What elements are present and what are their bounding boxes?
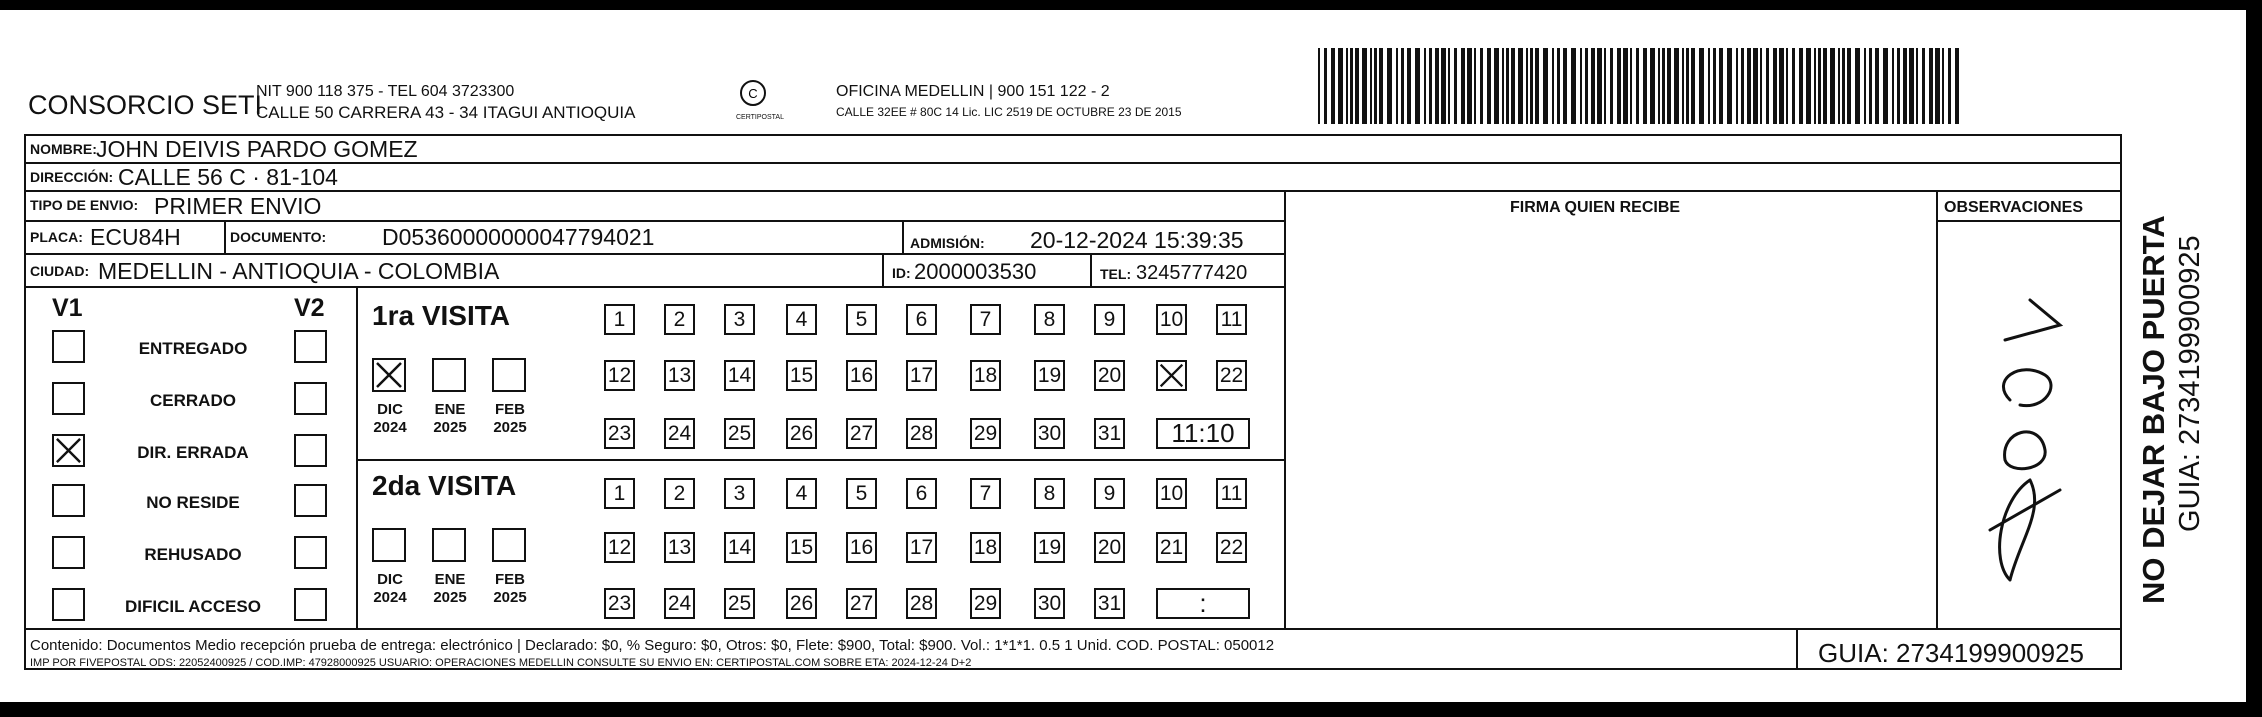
barcode-bar [1948, 48, 1951, 124]
nombre-value: JOHN DEIVIS PARDO GOMEZ [96, 136, 418, 162]
footer-content-line: Contenido: Documentos Medio recepción prueba de entrega: electrónico | Declarado: $0, % Seguro: $0, Otros: $0, Flete: $900, Total: $900. Vol.: 1*1*1. 0.5 1 Unid. COD. POSTAL: 050012 [30, 637, 1275, 654]
rule [1936, 190, 1938, 630]
day-box: 2 [664, 304, 695, 335]
barcode-bar [1591, 48, 1595, 124]
barcode-bar [1454, 48, 1457, 124]
id-label: ID: [892, 265, 911, 281]
year-label: 2025 [493, 589, 527, 606]
barcode-bar [1557, 48, 1560, 124]
year-label: 2025 [433, 419, 467, 436]
day-box: 27 [846, 418, 877, 449]
barcode-bar [1467, 48, 1472, 124]
month-label: DIC [377, 571, 403, 588]
day-box: 24 [664, 418, 695, 449]
barcode-bar [1727, 48, 1732, 124]
rule [356, 459, 1286, 461]
year-label: 2024 [373, 419, 407, 436]
barcode-bar [1494, 48, 1499, 124]
day-box: 9 [1094, 304, 1125, 335]
day-box: 5 [846, 304, 877, 335]
v1-checkbox [52, 330, 85, 363]
barcode-bar [1415, 48, 1420, 124]
v2-checkbox [294, 434, 327, 467]
day-box: 15 [786, 532, 817, 563]
day-box: 30 [1034, 418, 1065, 449]
day-box: 21 [1156, 532, 1187, 563]
day-box: 1 [604, 478, 635, 509]
day-box: 24 [664, 588, 695, 619]
day-box: 14 [724, 532, 755, 563]
day-box: 18 [970, 532, 1001, 563]
day-box: 17 [906, 532, 937, 563]
month-checkbox [372, 358, 406, 392]
year-label: 2025 [433, 589, 467, 606]
day-box: 10 [1156, 478, 1187, 509]
barcode-bar [1855, 48, 1860, 124]
company-nit: NIT 900 118 375 - TEL 604 3723300 [256, 83, 515, 100]
rule [24, 628, 2122, 630]
barcode-bar [1502, 48, 1504, 124]
barcode-bar [1736, 48, 1738, 124]
barcode-bar [1883, 48, 1888, 124]
v1-checkbox [52, 536, 85, 569]
rule [882, 253, 884, 287]
day-box [1156, 360, 1187, 391]
day-box: 7 [970, 304, 1001, 335]
barcode-bar [1897, 48, 1900, 124]
day-box: 4 [786, 478, 817, 509]
observaciones-label: OBSERVACIONES [1944, 199, 2083, 216]
company-name: CONSORCIO SETI [28, 90, 263, 120]
rule [1090, 253, 1092, 287]
barcode-bar [1487, 48, 1491, 124]
barcode-bar [1518, 48, 1523, 124]
barcode-bar [1674, 48, 1679, 124]
barcode-bar [1773, 48, 1777, 124]
day-box: 2 [664, 478, 695, 509]
day-box: 16 [846, 532, 877, 563]
tel-label: TEL: [1100, 266, 1132, 282]
rule [1796, 628, 1798, 670]
day-box: 8 [1034, 478, 1065, 509]
barcode-bar [1346, 48, 1348, 124]
day-box: 29 [970, 588, 1001, 619]
placa-label: PLACA: [30, 229, 83, 245]
month-label: DIC [377, 401, 403, 418]
direccion-value: CALLE 56 C · 81-104 [118, 164, 338, 190]
documento-value: D05360000000047794021 [382, 224, 655, 250]
barcode-bar [1448, 48, 1450, 124]
barcode-bar [1480, 48, 1483, 124]
barcode-bar [1597, 48, 1602, 124]
day-box: 17 [906, 360, 937, 391]
barcode-bar [1387, 48, 1392, 124]
v1-checkbox [52, 588, 85, 621]
barcode-bar [1658, 48, 1660, 124]
x-mark-icon [54, 436, 83, 465]
day-box: 23 [604, 418, 635, 449]
barcode-bar [1662, 48, 1665, 124]
day-box: 13 [664, 532, 695, 563]
barcode-bar [1955, 48, 1959, 124]
day-box: 26 [786, 418, 817, 449]
certipostal-logo-text: CERTIPOSTAL [736, 114, 784, 121]
month-checkbox [432, 528, 466, 562]
barcode-bar [1585, 48, 1588, 124]
rule [24, 253, 1284, 255]
tipo-envio-value: PRIMER ENVIO [154, 193, 322, 219]
month-checkbox [372, 528, 406, 562]
barcode-bar [1786, 48, 1788, 124]
rule [224, 220, 226, 254]
barcode-bar [1401, 48, 1404, 124]
barcode-bar [1379, 48, 1383, 124]
tel-value: 3245777420 [1136, 262, 1248, 284]
barcode-bar [1535, 48, 1539, 124]
barcode-bar [1630, 48, 1632, 124]
barcode-bar [1864, 48, 1866, 124]
barcode-bar [1814, 48, 1816, 124]
direccion-label: DIRECCIÓN: [30, 169, 114, 185]
rule [1284, 190, 1286, 630]
day-box: 4 [786, 304, 817, 335]
v1-checkbox [52, 484, 85, 517]
month-label: ENE [434, 571, 466, 588]
v1-checkbox [52, 382, 85, 415]
status-label: DIR. ERRADA [137, 443, 249, 462]
admision-label: ADMISIÓN: [910, 235, 985, 251]
barcode-bar [1766, 48, 1769, 124]
barcode-bar [1916, 48, 1918, 124]
day-box: 11 [1216, 304, 1247, 335]
month-label: ENE [434, 401, 466, 418]
barcode-bar [1571, 48, 1576, 124]
day-box: 31 [1094, 588, 1125, 619]
day-box: 3 [724, 304, 755, 335]
barcode-bar [1779, 48, 1784, 124]
barcode-bar [1753, 48, 1758, 124]
x-mark-icon [1158, 362, 1185, 389]
firma-label: FIRMA QUIEN RECIBE [1510, 199, 1681, 216]
year-label: 2024 [373, 589, 407, 606]
visit1-title: 1ra VISITA [372, 300, 510, 331]
barcode-bar [1922, 48, 1925, 124]
barcode-bar [1636, 48, 1639, 124]
barcode-bar [1806, 48, 1811, 124]
v2-checkbox [294, 382, 327, 415]
barcode-bar [1374, 48, 1377, 124]
visit2-title: 2da VISITA [372, 470, 517, 501]
barcode-bar [1823, 48, 1827, 124]
barcode-bar [1543, 48, 1548, 124]
barcode-bar [1830, 48, 1835, 124]
barcode-bar [1892, 48, 1894, 124]
day-box: 19 [1034, 532, 1065, 563]
placa-value: ECU84H [90, 224, 181, 250]
barcode-bar [1610, 48, 1613, 124]
day-box: 20 [1094, 532, 1125, 563]
v2-checkbox [294, 588, 327, 621]
month-label: FEB [495, 571, 525, 588]
barcode-bar [1396, 48, 1398, 124]
day-box: 28 [906, 418, 937, 449]
barcode-bar [1942, 48, 1944, 124]
day-box: 14 [724, 360, 755, 391]
svg-text:C: C [748, 86, 758, 101]
barcode-bar [1708, 48, 1710, 124]
barcode-bar [1338, 48, 1343, 124]
day-box: 9 [1094, 478, 1125, 509]
barcode-bar [1682, 48, 1684, 124]
barcode-bar [1929, 48, 1933, 124]
barcode-bar [1650, 48, 1655, 124]
barcode-bar [1604, 48, 1606, 124]
barcode-bar [1875, 48, 1879, 124]
barcode-bar [1424, 48, 1426, 124]
admision-value: 20-12-2024 15:39:35 [1030, 227, 1244, 253]
barcode-bar [1713, 48, 1716, 124]
v2-checkbox [294, 484, 327, 517]
day-box: 1 [604, 304, 635, 335]
tipo-envio-label: TIPO DE ENVIO: [30, 197, 139, 213]
barcode-bar [1741, 48, 1744, 124]
day-box: 28 [906, 588, 937, 619]
barcode-bar [1747, 48, 1751, 124]
day-box: 29 [970, 418, 1001, 449]
barcode-bar [1935, 48, 1940, 124]
barcode-bar [1691, 48, 1695, 124]
day-box: 22 [1216, 532, 1247, 563]
barcode-bar [1869, 48, 1872, 124]
barcode-bar [1563, 48, 1567, 124]
documento-label: DOCUMENTO: [230, 229, 327, 245]
barcode-bar [1552, 48, 1554, 124]
footer-guia: GUIA: 2734199900925 [1818, 638, 2084, 668]
barcode-bar [1699, 48, 1704, 124]
id-value: 2000003530 [914, 259, 1037, 284]
year-label: 2025 [493, 419, 527, 436]
footer-impression-line: IMP POR FIVEPOSTAL ODS: 22052400925 / COD.IMP: 47928000925 USUARIO: OPERACIONES MEDELLIN CONSULTE SU ENVIO EN: CERTIPOSTAL.COM SOBRE ETA: 2024-12-24 D+2 [30, 657, 972, 669]
rule [24, 286, 1284, 288]
day-box: 18 [970, 360, 1001, 391]
barcode-bar [1847, 48, 1851, 124]
barcode-bar [1506, 48, 1509, 124]
barcode-bar [1435, 48, 1439, 124]
day-box: 22 [1216, 360, 1247, 391]
barcode-bar [1429, 48, 1432, 124]
right-border [2246, 0, 2262, 717]
day-box: 6 [906, 478, 937, 509]
barcode-bar [1903, 48, 1907, 124]
barcode [1318, 48, 1962, 124]
day-box: 8 [1034, 304, 1065, 335]
day-box: 25 [724, 588, 755, 619]
company-address: CALLE 50 CARRERA 43 - 34 ITAGUI ANTIOQUIA [256, 103, 636, 122]
rule [1936, 220, 2122, 222]
barcode-bar [1838, 48, 1840, 124]
status-label: CERRADO [150, 391, 236, 410]
v2-checkbox [294, 536, 327, 569]
rule [24, 220, 1284, 222]
day-box: 12 [604, 360, 635, 391]
v2-label: V2 [294, 294, 325, 322]
barcode-bar [1792, 48, 1795, 124]
barcode-bar [1842, 48, 1845, 124]
day-box: 6 [906, 304, 937, 335]
nombre-label: NOMBRE: [30, 141, 97, 157]
barcode-bar [1530, 48, 1533, 124]
bottom-border [0, 702, 2262, 717]
time-box: 11:10 [1156, 418, 1250, 449]
rule [24, 162, 2122, 164]
month-checkbox [492, 358, 526, 392]
barcode-bar [1407, 48, 1411, 124]
barcode-bar [1362, 48, 1367, 124]
day-box: 5 [846, 478, 877, 509]
barcode-bar [1617, 48, 1621, 124]
month-label: FEB [495, 401, 525, 418]
barcode-bar [1667, 48, 1671, 124]
barcode-bar [1474, 48, 1476, 124]
v1-checkbox [52, 434, 85, 467]
day-box: 26 [786, 588, 817, 619]
barcode-bar [1331, 48, 1335, 124]
office-address: CALLE 32EE # 80C 14 Lic. LIC 2519 DE OCTUBRE 23 DE 2015 [836, 105, 1182, 119]
barcode-bar [1719, 48, 1723, 124]
barcode-bar [1686, 48, 1689, 124]
status-label: ENTREGADO [138, 339, 248, 358]
status-label: NO RESIDE [146, 493, 240, 512]
v2-checkbox [294, 330, 327, 363]
barcode-bar [1643, 48, 1647, 124]
time-box: : [1156, 588, 1250, 619]
day-box: 3 [724, 478, 755, 509]
month-checkbox [432, 358, 466, 392]
ciudad-value: MEDELLIN - ANTIOQUIA - COLOMBIA [98, 258, 500, 284]
day-box: 30 [1034, 588, 1065, 619]
barcode-bar [1324, 48, 1327, 124]
day-box: 20 [1094, 360, 1125, 391]
barcode-bar [1350, 48, 1353, 124]
status-label: DIFICIL ACCESO [124, 597, 261, 616]
day-box: 25 [724, 418, 755, 449]
side-guia: GUIA: 2734199900925 [2174, 235, 2206, 532]
barcode-bar [1818, 48, 1821, 124]
day-box: 13 [664, 360, 695, 391]
month-checkbox [492, 528, 526, 562]
barcode-bar [1580, 48, 1582, 124]
barcode-bar [1355, 48, 1359, 124]
barcode-bar [1370, 48, 1372, 124]
barcode-bar [1318, 48, 1320, 124]
rule [356, 286, 358, 630]
barcode-bar [1760, 48, 1762, 124]
day-box: 11 [1216, 478, 1247, 509]
day-box: 10 [1156, 304, 1187, 335]
rule [902, 220, 904, 254]
day-box: 7 [970, 478, 1001, 509]
office-line: OFICINA MEDELLIN | 900 151 122 - 2 [836, 83, 1110, 100]
barcode-bar [1799, 48, 1803, 124]
day-box: 15 [786, 360, 817, 391]
top-border [0, 0, 2262, 10]
barcode-bar [1441, 48, 1446, 124]
rule [2120, 134, 2122, 670]
status-label: REHUSADO [144, 545, 242, 564]
handwritten-observation [1950, 280, 2090, 610]
day-box: 23 [604, 588, 635, 619]
ciudad-label: CIUDAD: [30, 263, 90, 279]
certipostal-logo [736, 78, 770, 112]
day-box: 16 [846, 360, 877, 391]
barcode-bar [1909, 48, 1914, 124]
x-mark-icon [374, 360, 404, 390]
barcode-bar [1511, 48, 1515, 124]
day-box: 19 [1034, 360, 1065, 391]
no-dejar-bajo-puerta-warning: NO DEJAR BAJO PUERTA [2136, 215, 2171, 604]
day-box: 27 [846, 588, 877, 619]
rule [24, 190, 2122, 192]
barcode-bar [1623, 48, 1628, 124]
day-box: 12 [604, 532, 635, 563]
rule [24, 134, 26, 670]
barcode-bar [1526, 48, 1528, 124]
day-box: 31 [1094, 418, 1125, 449]
v1-label: V1 [52, 294, 83, 322]
barcode-bar [1461, 48, 1465, 124]
